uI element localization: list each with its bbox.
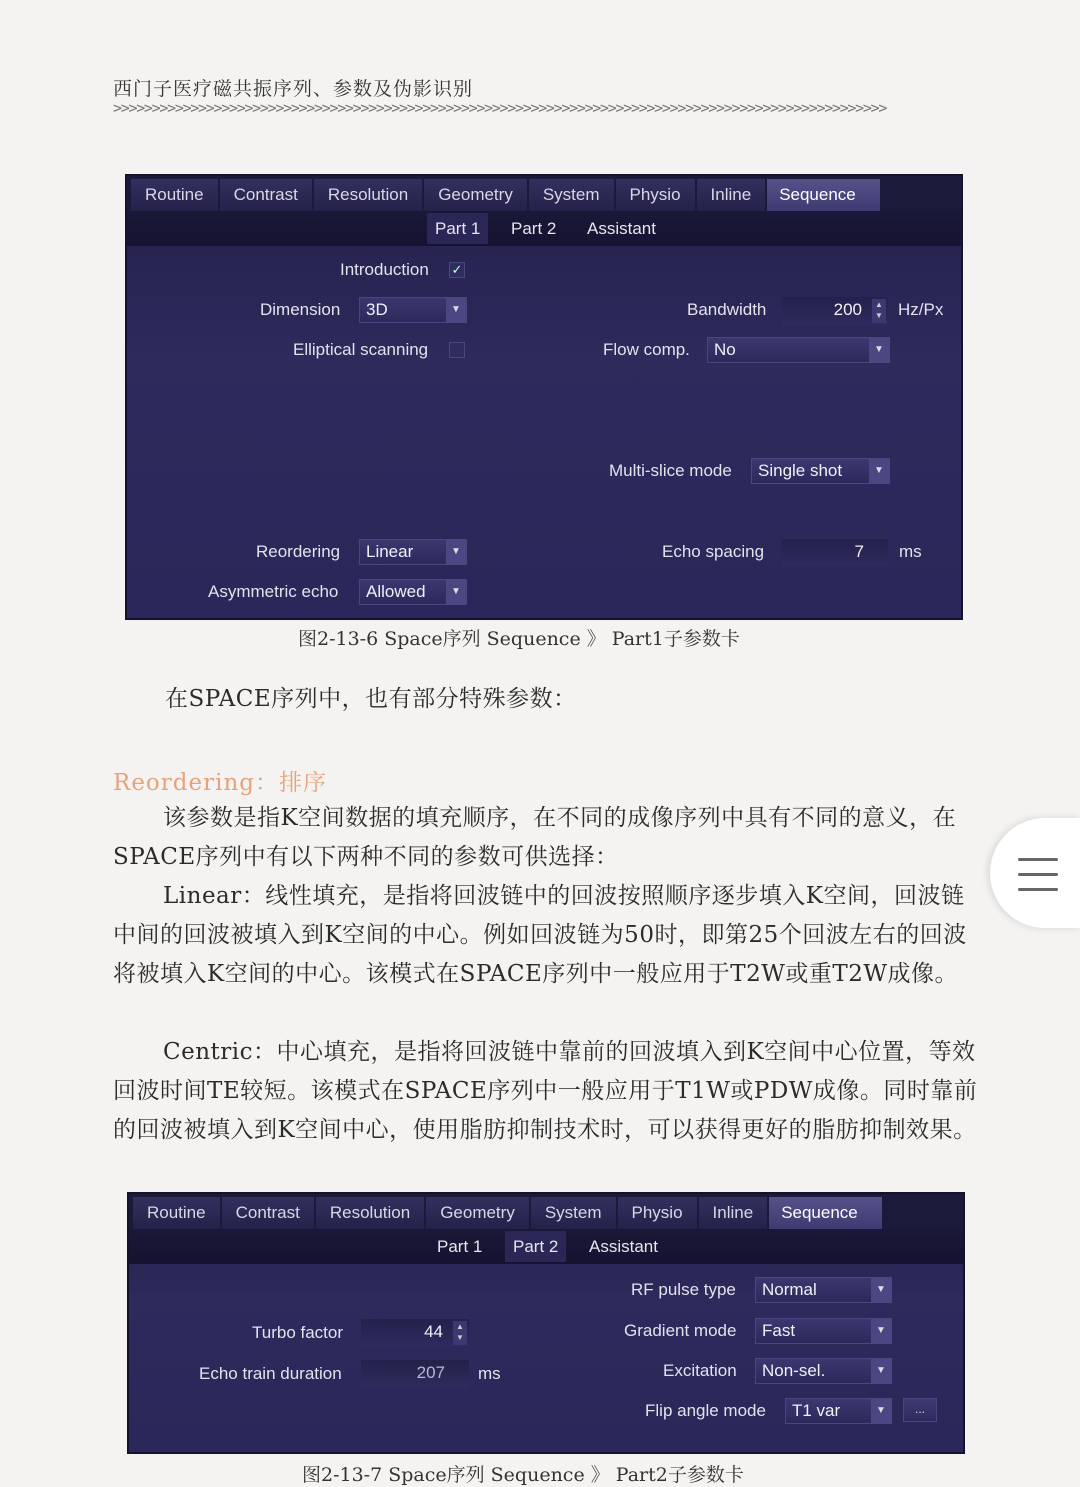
figure-caption-2: 图2-13-7 Space序列 Sequence 》 Part2子参数卡 — [302, 1464, 744, 1486]
tab-resolution[interactable]: Resolution — [316, 1197, 424, 1229]
flow-comp-dropdown[interactable] — [707, 337, 890, 363]
subtab-part1[interactable]: Part 1 — [427, 213, 488, 244]
chevron-down-icon: ▼ — [871, 1399, 891, 1423]
echo-train-duration-label: Echo train duration — [199, 1364, 342, 1383]
tab-routine[interactable]: Routine — [133, 1197, 220, 1229]
turbo-factor-field[interactable] — [361, 1319, 469, 1347]
chevron-down-icon: ▼ — [446, 540, 466, 564]
spinner-icon[interactable]: ▲ ▼ — [453, 1321, 467, 1345]
reordering-dropdown[interactable] — [359, 539, 467, 565]
menu-icon — [1018, 888, 1058, 891]
bandwidth-unit: Hz/Px — [898, 300, 944, 319]
tab-routine[interactable]: Routine — [131, 179, 218, 211]
subtab-part2[interactable]: Part 2 — [505, 1231, 566, 1262]
tab-contrast[interactable]: Contrast — [220, 179, 312, 211]
reordering-label: Reordering — [256, 542, 341, 561]
chevron-down-icon: ▼ — [871, 1319, 891, 1343]
menu-icon — [1018, 873, 1058, 876]
tab-system[interactable]: System — [531, 1197, 616, 1229]
intro-sentence: 在SPACE序列中，也有部分特殊参数： — [165, 686, 577, 712]
subtab-part1[interactable]: Part 1 — [437, 1237, 483, 1256]
rf-pulse-type-dropdown[interactable] — [755, 1277, 892, 1303]
chevron-down-icon: ▼ — [446, 580, 466, 604]
chevron-down-icon: ▼ — [869, 459, 889, 483]
rf-pulse-type-label: RF pulse type — [631, 1280, 736, 1299]
subtab-bar — [127, 211, 961, 246]
chevron-down-icon: ▼ — [446, 298, 466, 322]
tab-geometry[interactable]: Geometry — [424, 179, 527, 211]
echo-spacing-value: 7 — [854, 542, 864, 561]
echo-train-duration-unit: ms — [478, 1364, 501, 1383]
echo-train-duration-value: 207 — [416, 1363, 445, 1382]
flow-comp-label: Flow comp. — [603, 340, 690, 359]
asymmetric-echo-dropdown[interactable] — [359, 579, 467, 605]
excitation-label: Excitation — [663, 1361, 737, 1380]
flow-comp-value: No — [714, 340, 736, 359]
flip-angle-mode-value: T1 var — [792, 1401, 841, 1420]
flip-angle-mode-label: Flip angle mode — [645, 1401, 766, 1420]
more-options-button[interactable]: ... — [903, 1398, 937, 1422]
echo-spacing-unit: ms — [899, 542, 922, 561]
gradient-mode-value: Fast — [762, 1321, 796, 1340]
header-rule: >>>>>>>>>>>>>>>>>>>>>>>>>>>>>>>>>>>>>>>>>>>>>>>>>>>>>>>>>>>>>>>>>>>>>>>>>>>>>>>>>>>>>>>>>>>>>>>>>>>> — [113, 99, 887, 117]
sequence-part2-panel — [127, 1192, 965, 1454]
tab-resolution[interactable]: Resolution — [314, 179, 422, 211]
gradient-mode-dropdown[interactable] — [755, 1318, 892, 1344]
introduction-label: Introduction — [340, 260, 429, 279]
tab-inline[interactable]: Inline — [699, 1197, 768, 1229]
running-header: 西门子医疗磁共振序列、参数及伪影识别 — [113, 78, 474, 100]
gradient-mode-label: Gradient mode — [624, 1321, 737, 1340]
echo-spacing-field[interactable] — [782, 539, 888, 567]
tab-bar — [129, 1194, 963, 1229]
subtab-part2[interactable]: Part 2 — [511, 219, 557, 238]
tab-contrast[interactable]: Contrast — [222, 1197, 314, 1229]
dimension-dropdown[interactable] — [359, 297, 467, 323]
excitation-dropdown[interactable] — [755, 1358, 892, 1384]
floating-menu-button[interactable] — [990, 818, 1080, 928]
multi-slice-mode-dropdown[interactable] — [751, 458, 890, 484]
reordering-value: Linear — [366, 542, 414, 561]
tab-geometry[interactable]: Geometry — [426, 1197, 529, 1229]
spinner-icon[interactable]: ▲ ▼ — [872, 299, 886, 323]
chevron-down-icon: ▼ — [871, 1359, 891, 1383]
flip-angle-mode-dropdown[interactable] — [785, 1398, 892, 1424]
rf-pulse-type-value: Normal — [762, 1280, 817, 1299]
bandwidth-value: 200 — [833, 300, 862, 319]
tab-sequence[interactable]: Sequence — [769, 1197, 882, 1229]
paragraph-centric: Centric：中心填充，是指将回波链中靠前的回波填入到K空间中心位置，等效回波时间TE较短。该模式在SPACE序列中一般应用于T1W或PDW成像。同时靠前的回波被填入到K空间中心，使用脂肪抑制技术时，可以获得更好的脂肪抑制效果。 — [113, 1039, 978, 1143]
chevron-down-icon: ▼ — [871, 1278, 891, 1302]
asymmetric-echo-value: Allowed — [366, 582, 426, 601]
tab-sequence[interactable]: Sequence — [767, 179, 880, 211]
echo-train-duration-field — [361, 1360, 469, 1388]
elliptical-scanning-checkbox[interactable] — [449, 342, 465, 358]
subtab-assistant[interactable]: Assistant — [587, 219, 656, 238]
tab-physio[interactable]: Physio — [616, 179, 695, 211]
echo-spacing-label: Echo spacing — [662, 542, 765, 561]
asymmetric-echo-label: Asymmetric echo — [208, 582, 339, 601]
subtab-assistant[interactable]: Assistant — [589, 1237, 658, 1256]
elliptical-scanning-label: Elliptical scanning — [293, 340, 429, 359]
dimension-value: 3D — [366, 300, 388, 319]
bandwidth-label: Bandwidth — [687, 300, 767, 319]
multi-slice-mode-value: Single shot — [758, 461, 843, 480]
multi-slice-mode-label: Multi-slice mode — [609, 461, 732, 480]
paragraph-linear: Linear：线性填充，是指将回波链中的回波按照顺序逐步填入K空间，回波链中间的回波被填入到K空间的中心。例如回波链为50时，即第25个回波左右的回波将被填入K空间的中心。该模式在SPACE序列中一般应用于T2W或重T2W成像。 — [113, 883, 967, 987]
tab-system[interactable]: System — [529, 179, 614, 211]
paragraph-definition: 该参数是指K空间数据的填充顺序，在不同的成像序列中具有不同的意义，在SPACE序列中有以下两种不同的参数可供选择： — [113, 805, 957, 870]
figure-caption-1: 图2-13-6 Space序列 Sequence 》 Part1子参数卡 — [298, 628, 740, 650]
turbo-factor-value: 44 — [424, 1322, 443, 1341]
tab-physio[interactable]: Physio — [618, 1197, 697, 1229]
introduction-checkbox[interactable]: ✓ — [449, 262, 465, 278]
bandwidth-field[interactable] — [782, 297, 888, 325]
turbo-factor-label: Turbo factor — [252, 1323, 344, 1342]
sequence-part1-panel — [125, 174, 963, 620]
tab-inline[interactable]: Inline — [697, 179, 766, 211]
subtab-bar — [129, 1229, 963, 1264]
chevron-down-icon: ▼ — [869, 338, 889, 362]
tab-bar — [127, 176, 961, 211]
section-heading: Reordering：排序 — [113, 770, 327, 796]
menu-icon — [1018, 858, 1058, 861]
dimension-label: Dimension — [260, 300, 341, 319]
excitation-value: Non-sel. — [762, 1361, 826, 1380]
